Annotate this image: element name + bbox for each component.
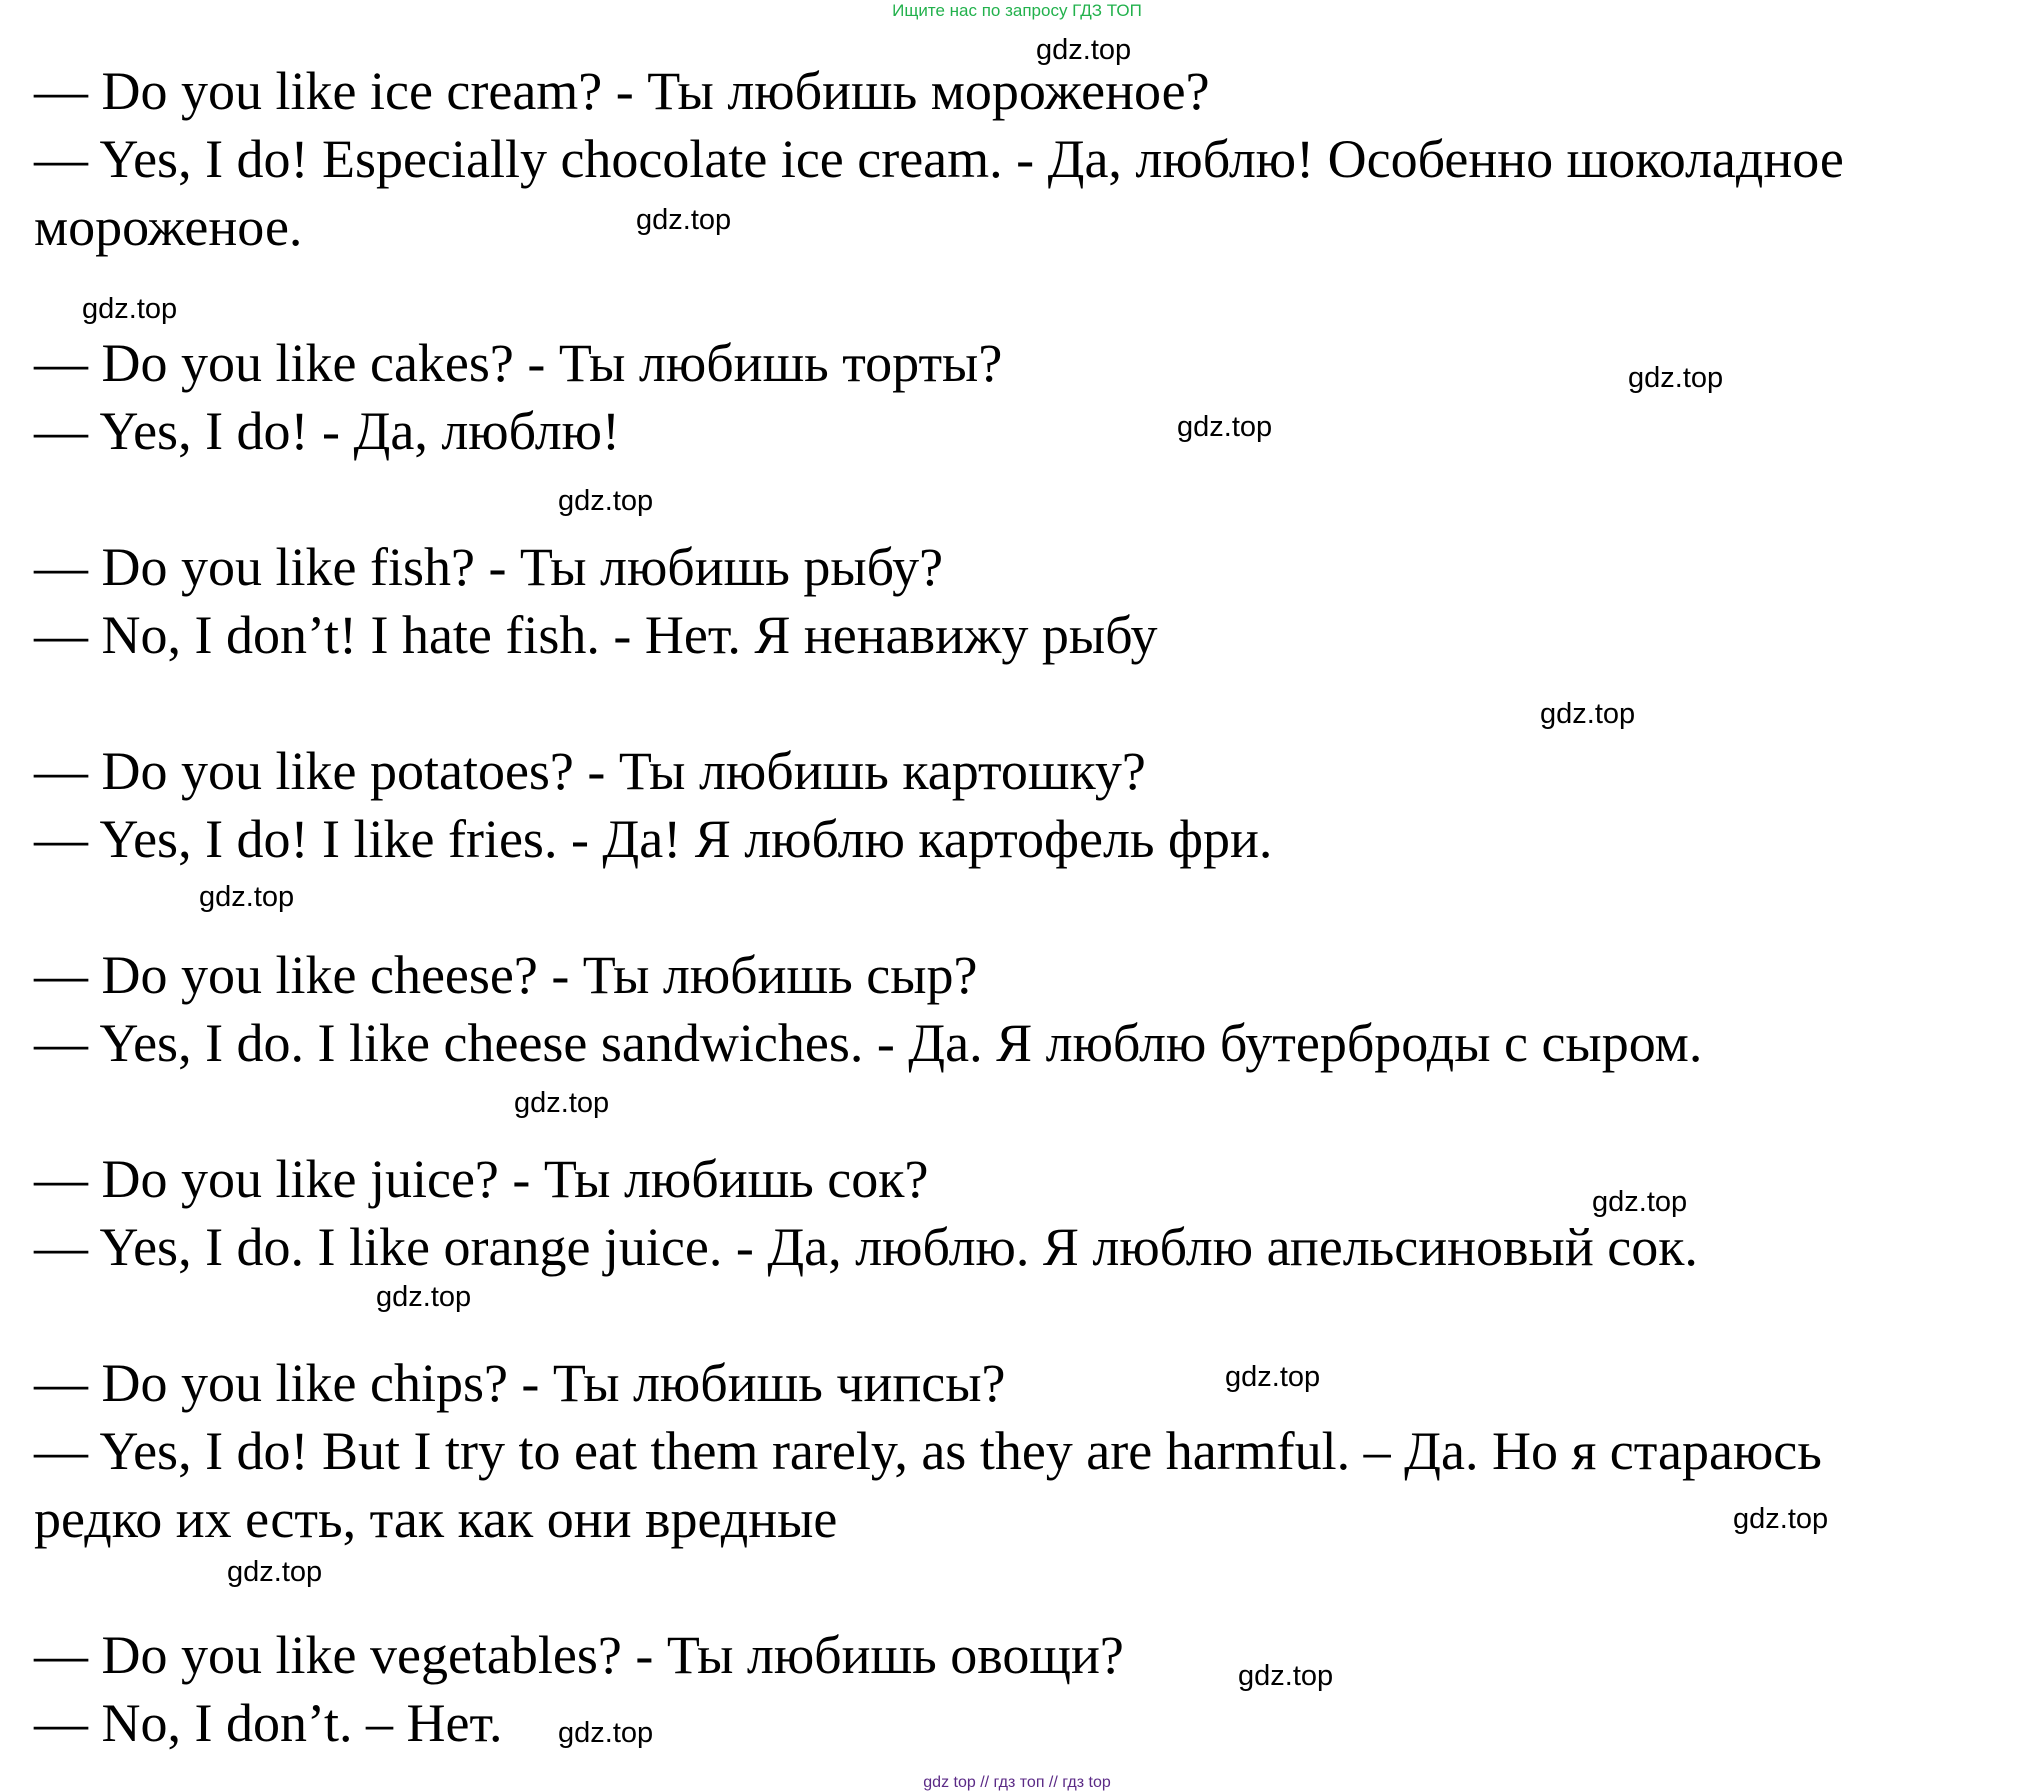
watermark: gdz.top (636, 204, 732, 236)
watermark: gdz.top (1177, 411, 1273, 443)
watermark: gdz.top (1238, 1660, 1334, 1692)
watermark: gdz.top (1540, 698, 1636, 730)
dialogue-line: — Do you like fish? - Ты любишь рыбу? (34, 537, 944, 597)
watermark: gdz.top (514, 1087, 610, 1119)
watermark: gdz.top (199, 881, 295, 913)
dialogue-line: — Do you like potatoes? - Ты любишь картошку? (34, 741, 1146, 801)
dialogue-line: — Yes, I do. I like orange juice. - Да, люблю. Я люблю апельсиновый сок. (34, 1217, 1698, 1277)
watermark: gdz.top (1225, 1361, 1321, 1393)
dialogue-line: — Do you like cheese? - Ты любишь сыр? (34, 945, 978, 1005)
header-note: Ищите нас по запросу ГДЗ ТОП (892, 1, 1142, 20)
dialogue-line: — Do you like juice? - Ты любишь сок? (34, 1149, 929, 1209)
watermark: gdz.top (1628, 362, 1724, 394)
watermark: gdz.top (82, 293, 178, 325)
watermark: gdz.top (1733, 1503, 1829, 1535)
dialogue-line: — Yes, I do! Especially chocolate ice cream. - Да, люблю! Особенно шоколадное (34, 129, 1844, 189)
dialogue-line: — Do you like vegetables? - Ты любишь овощи? (34, 1625, 1124, 1685)
dialogue-line: — Do you like cakes? - Ты любишь торты? (34, 333, 1003, 393)
watermark: gdz.top (558, 485, 654, 517)
watermark: gdz.top (376, 1281, 472, 1313)
dialogue-line: — Yes, I do! - Да, люблю! (34, 401, 621, 461)
watermark: gdz.top (227, 1556, 323, 1588)
footer-note: gdz top // гдз топ // гдз top (923, 1774, 1111, 1791)
watermark: gdz.top (1036, 34, 1132, 66)
dialogue-line: редко их есть, так как они вредные (34, 1489, 838, 1549)
dialogue-line: — Yes, I do. I like cheese sandwiches. - Да. Я люблю бутерброды с сыром. (34, 1013, 1703, 1073)
dialogue-line: — Do you like chips? - Ты любишь чипсы? (34, 1353, 1006, 1413)
dialogue-line: — Do you like ice cream? - Ты любишь мороженое? (34, 61, 1210, 121)
dialogue-line: — No, I don’t! I hate fish. - Нет. Я ненавижу рыбу (34, 605, 1158, 665)
dialogue-line: — Yes, I do! I like fries. - Да! Я люблю картофель фри. (34, 809, 1273, 869)
dialogue-line: — No, I don’t. – Нет. (34, 1693, 503, 1753)
dialogue-line: — Yes, I do! But I try to eat them rarely, as they are harmful. – Да. Но я стараюсь (34, 1421, 1822, 1481)
watermark: gdz.top (1592, 1186, 1688, 1218)
watermark: gdz.top (558, 1717, 654, 1749)
dialogue-line: мороженое. (34, 197, 303, 257)
